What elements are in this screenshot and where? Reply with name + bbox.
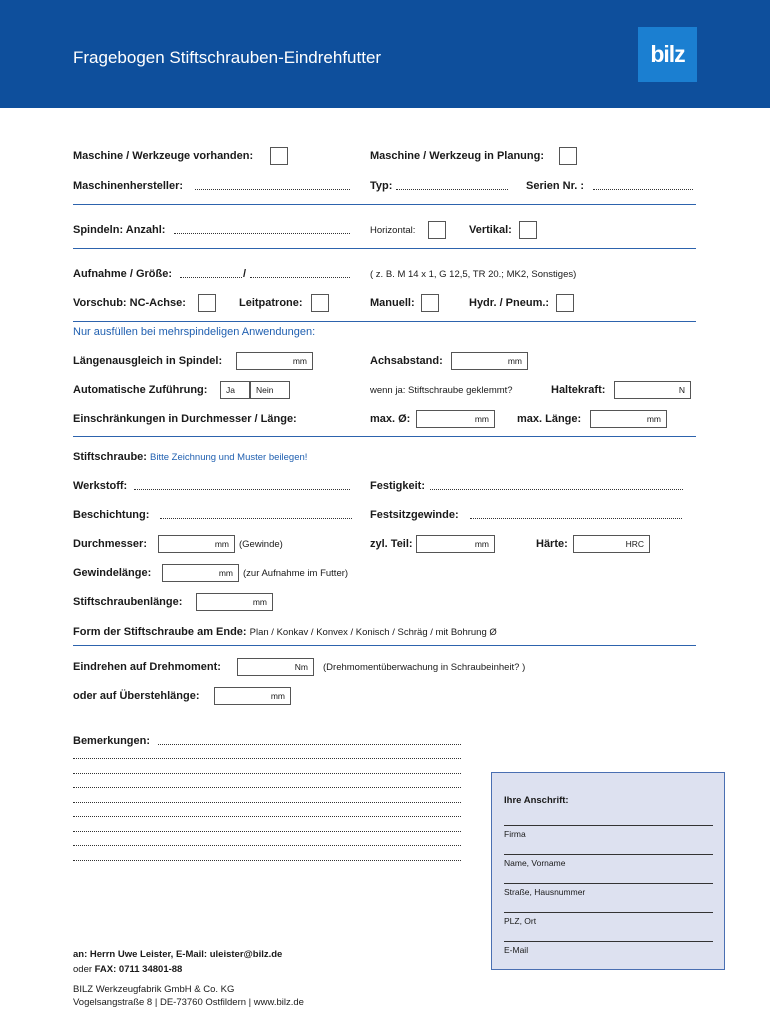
end-form-label: Form der Stiftschraube am Ende:: [73, 626, 247, 638]
spindle-count-label: Spindeln: Anzahl:: [73, 224, 166, 236]
material-field[interactable]: [134, 488, 350, 490]
cylindrical-part-label: zyl. Teil:: [370, 538, 413, 550]
remarks-line[interactable]: [73, 801, 461, 803]
contact-fax-row: [73, 963, 182, 977]
serial-label: Serien Nr. :: [526, 180, 585, 192]
leadscrew-label: Leitpatrone:: [239, 297, 303, 309]
remarks-line[interactable]: [73, 859, 461, 861]
torque-label: Eindrehen auf Drehmoment:: [73, 661, 221, 673]
max-length-label: max. Länge:: [517, 413, 582, 425]
holding-force-label: Haltekraft:: [551, 384, 606, 396]
mount-field-2[interactable]: [250, 276, 350, 278]
machine-planning-label: Maschine / Werkzeug in Planung:: [370, 150, 544, 162]
horizontal-checkbox[interactable]: [428, 221, 446, 239]
stud-length-label: Stiftschraubenlänge:: [73, 596, 183, 608]
manufacturer-field[interactable]: [195, 188, 350, 190]
machine-available-checkbox[interactable]: [270, 147, 288, 165]
autofeed-yes-box[interactable]: Ja: [220, 381, 250, 399]
hydr-pneum-label: Hydr. / Pneum.:: [469, 297, 550, 309]
length-compensation-label: Längenausgleich in Spindel:: [73, 355, 223, 367]
feed-nc-checkbox[interactable]: [198, 294, 216, 312]
manual-checkbox[interactable]: [421, 294, 439, 312]
manufacturer-label: Maschinenhersteller:: [73, 180, 184, 192]
end-form-options[interactable]: Plan / Konkav / Konvex / Konisch / Schräg / mit Bohrung Ø: [249, 627, 497, 638]
address-line[interactable]: [504, 941, 713, 942]
coating-field[interactable]: [160, 517, 352, 519]
fit-thread-label: Festsitzgewinde:: [370, 509, 459, 521]
remarks-line[interactable]: [73, 757, 461, 759]
remarks-line[interactable]: [158, 743, 461, 745]
thread-length-hint: (zur Aufnahme im Futter): [243, 568, 349, 579]
cylindrical-part-input[interactable]: mm: [416, 535, 495, 553]
diameter-input[interactable]: mm: [158, 535, 235, 553]
divider: [73, 204, 696, 205]
bilz-logo: bilz: [638, 27, 697, 82]
company-address: Vogelsangstraße 8 | DE-73760 Ostfildern | www.bilz.de: [73, 997, 304, 1008]
diameter-label: Durchmesser:: [73, 538, 147, 550]
mount-slash: /: [243, 268, 247, 280]
type-label: Typ:: [370, 180, 393, 192]
address-box: [491, 772, 725, 970]
address-line[interactable]: [504, 883, 713, 884]
torque-hint: (Drehmomentüberwachung in Schraubeinheit? ): [323, 662, 526, 673]
remarks-label: Bemerkungen:: [73, 735, 151, 747]
hardness-input[interactable]: HRC: [573, 535, 650, 553]
header-bar: [0, 0, 770, 108]
divider: [73, 645, 696, 646]
thread-length-label: Gewindelänge:: [73, 567, 152, 579]
restrictions-label: Einschränkungen in Durchmesser / Länge:: [73, 413, 297, 425]
address-line[interactable]: [504, 854, 713, 855]
remarks-line[interactable]: [73, 815, 461, 817]
torque-input[interactable]: Nm: [237, 658, 314, 676]
stud-heading: [73, 450, 307, 465]
hardness-label: Härte:: [536, 538, 568, 550]
length-compensation-input[interactable]: mm: [236, 352, 313, 370]
address-title: Ihre Anschrift:: [504, 795, 569, 806]
autofeed-label: Automatische Zuführung:: [73, 384, 208, 396]
page-title: Fragebogen Stiftschrauben-Eindrehfutter: [73, 48, 382, 67]
spindle-count-field[interactable]: [174, 232, 350, 234]
contact-fax-prefix: oder: [73, 964, 93, 975]
clamped-question: wenn ja: Stiftschraube geklemmt?: [370, 385, 513, 396]
axis-distance-label: Achsabstand:: [370, 355, 443, 367]
axis-distance-input[interactable]: mm: [451, 352, 528, 370]
strength-field[interactable]: [430, 488, 683, 490]
vertical-checkbox[interactable]: [519, 221, 537, 239]
overhang-input[interactable]: mm: [214, 687, 291, 705]
material-label: Werkstoff:: [73, 480, 128, 492]
company-name: BILZ Werkzeugfabrik GmbH & Co. KG: [73, 984, 235, 995]
manual-label: Manuell:: [370, 297, 415, 309]
multi-spindle-note: Nur ausfüllen bei mehrspindeligen Anwendungen:: [73, 326, 316, 338]
remarks-line[interactable]: [73, 830, 461, 832]
horizontal-label: Horizontal:: [370, 225, 416, 236]
type-field[interactable]: [396, 188, 508, 190]
leadscrew-checkbox[interactable]: [311, 294, 329, 312]
stud-note: Bitte Zeichnung und Muster beilegen!: [150, 452, 308, 463]
stud-label: Stiftschraube:: [73, 451, 147, 463]
contact-fax-line: FAX: 0711 34801-88: [94, 964, 183, 975]
serial-field[interactable]: [593, 188, 693, 190]
address-line[interactable]: [504, 825, 713, 826]
thread-length-input[interactable]: mm: [162, 564, 239, 582]
remarks-line[interactable]: [73, 772, 461, 774]
mount-hint: ( z. B. M 14 x 1, G 12,5, TR 20.; MK2, Sonstiges): [370, 269, 577, 280]
hydr-pneum-checkbox[interactable]: [556, 294, 574, 312]
autofeed-no-box[interactable]: Nein: [250, 381, 290, 399]
overhang-label: oder auf Überstehlänge:: [73, 690, 200, 702]
address-city-label: PLZ, Ort: [504, 916, 537, 926]
strength-label: Festigkeit:: [370, 480, 426, 492]
max-length-input[interactable]: mm: [590, 410, 667, 428]
holding-force-input[interactable]: N: [614, 381, 691, 399]
max-diameter-label: max. Ø:: [370, 413, 411, 425]
address-email-label: E-Mail: [504, 945, 529, 955]
mount-label: Aufnahme / Größe:: [73, 268, 173, 280]
machine-available-label: Maschine / Werkzeuge vorhanden:: [73, 150, 254, 162]
address-street-label: Straße, Hausnummer: [504, 887, 586, 897]
divider: [73, 436, 696, 437]
divider: [73, 321, 696, 322]
end-form-row: [73, 625, 497, 640]
remarks-line[interactable]: [73, 844, 461, 846]
coating-label: Beschichtung:: [73, 509, 150, 521]
mount-field-1[interactable]: [180, 276, 242, 278]
remarks-line[interactable]: [73, 786, 461, 788]
feed-nc-label: Vorschub: NC-Achse:: [73, 297, 186, 309]
max-diameter-input[interactable]: mm: [416, 410, 495, 428]
contact-to-line: an: Herrn Uwe Leister, E-Mail: uleister@bilz.de: [73, 949, 283, 960]
address-company-label: Firma: [504, 829, 526, 839]
fit-thread-field[interactable]: [470, 517, 682, 519]
stud-length-input[interactable]: mm: [196, 593, 273, 611]
vertical-label: Vertikal:: [469, 224, 512, 236]
address-line[interactable]: [504, 912, 713, 913]
diameter-hint: (Gewinde): [239, 539, 283, 550]
divider: [73, 248, 696, 249]
machine-planning-checkbox[interactable]: [559, 147, 577, 165]
address-name-label: Name, Vorname: [504, 858, 566, 868]
